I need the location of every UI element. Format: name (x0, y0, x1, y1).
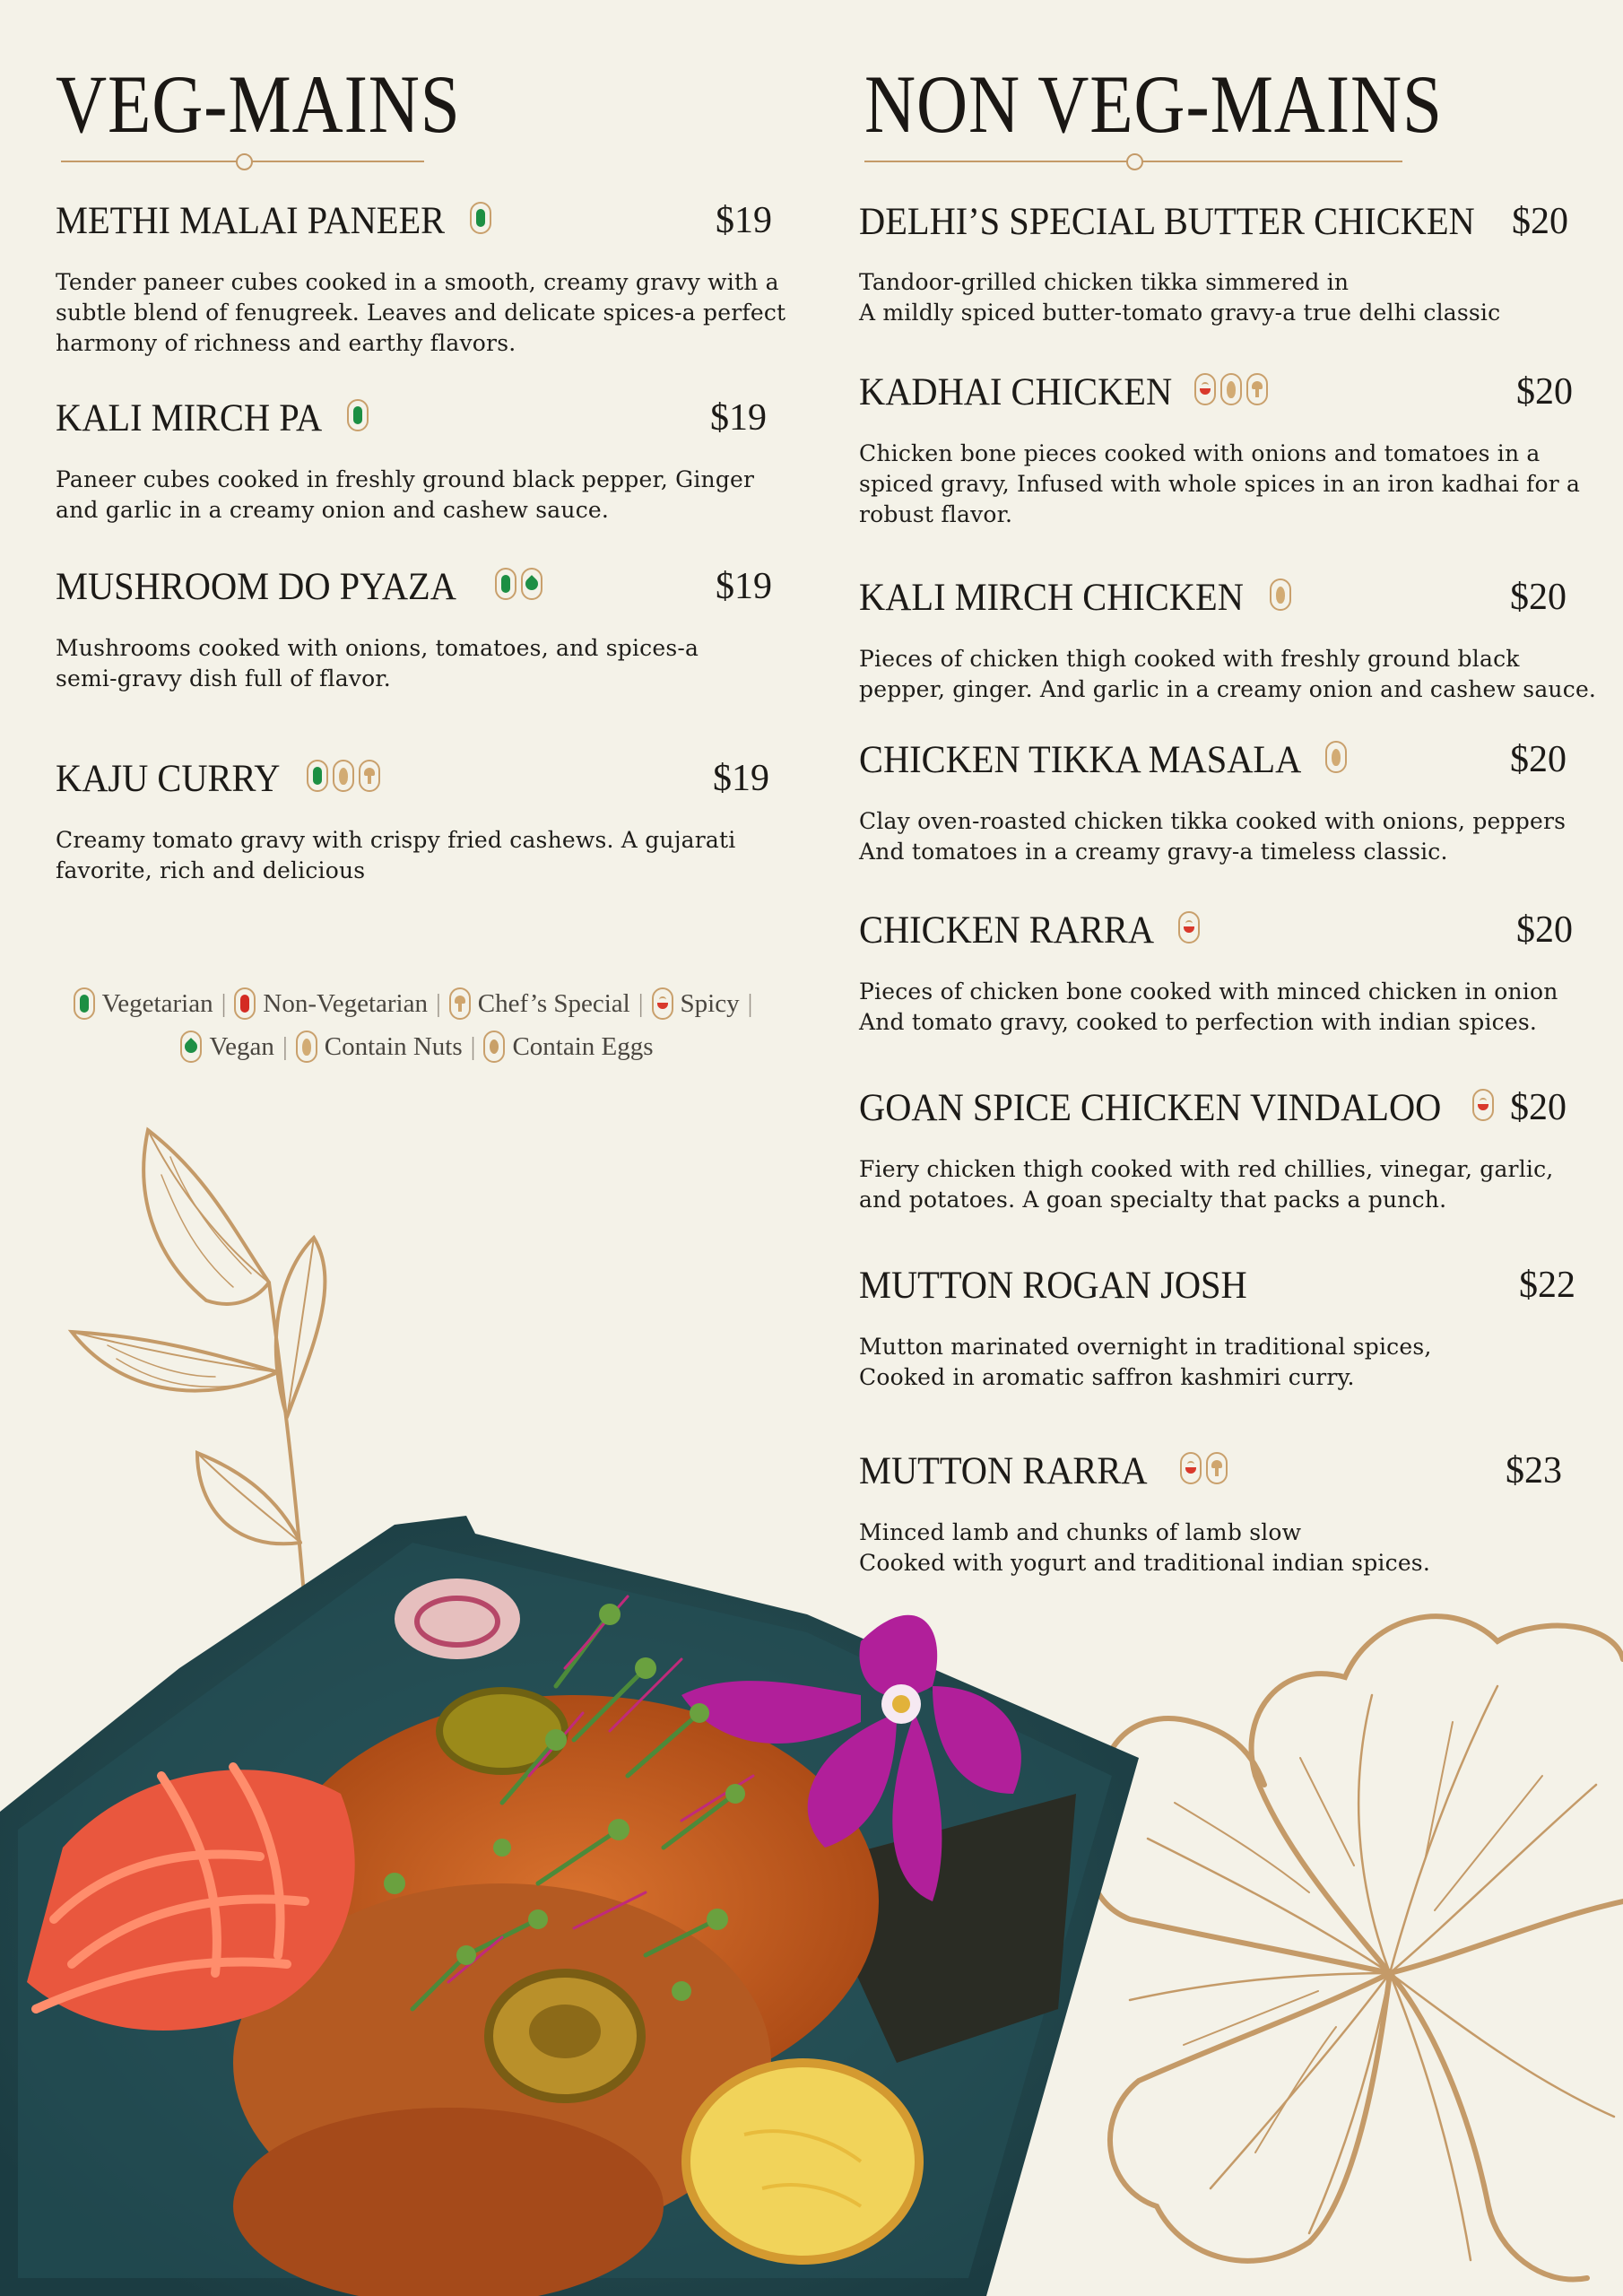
item-icons (470, 202, 491, 234)
item-icons (347, 399, 369, 431)
item-price: $20 (1512, 201, 1568, 242)
vegetarian-icon (470, 202, 491, 234)
item-name: CHICKEN TIKKA MASALA (859, 739, 1302, 781)
item-name: MUTTON ROGAN JOSH (859, 1265, 1247, 1307)
item-name: DELHI’S SPECIAL BUTTER CHICKEN (859, 201, 1475, 243)
food-plate-photo (0, 1507, 1148, 2296)
legend-spicy (652, 987, 740, 1020)
item-description: Chicken bone pieces cooked with onions and tomatoes in a spiced gravy, Infused with whole spices in an iron kadhai for a robust flavor. (859, 440, 1581, 527)
contain-nuts-icon (1325, 741, 1347, 773)
legend-separator: | (282, 1031, 288, 1061)
legend-separator: | (221, 988, 227, 1018)
legend-contain-nuts (296, 1031, 463, 1063)
non-veg-mains-title: NON VEG-MAINS (864, 58, 1443, 150)
legend-label: Contain Nuts (324, 1031, 463, 1061)
legend-separator: | (435, 988, 441, 1018)
item-price: $20 (1510, 739, 1567, 780)
vegan-icon (180, 1031, 202, 1063)
item-name: KAJU CURRY (56, 758, 281, 800)
item-icons (1472, 1089, 1494, 1121)
title-divider (864, 152, 1402, 170)
legend-separator: | (747, 988, 753, 1018)
item-icons (1194, 373, 1268, 405)
veg-mains-section (56, 0, 786, 1130)
legend-label: Contain Eggs (512, 1031, 654, 1061)
item-description: Pieces of chicken bone cooked with minced chicken in onion And tomato gravy, cooked to perfection with indian spices. (859, 978, 1558, 1035)
spicy-icon (1180, 1452, 1202, 1484)
spicy-icon (1472, 1089, 1494, 1121)
item-price: $19 (713, 758, 769, 799)
chefs-special-icon (359, 760, 380, 792)
item-icons (1270, 578, 1291, 611)
item-price: $19 (716, 566, 772, 607)
vegetarian-icon (74, 987, 95, 1020)
spicy-icon (652, 987, 673, 1020)
legend-row-1 (36, 982, 798, 1025)
item-icons (1180, 1452, 1228, 1484)
legend-row-2 (36, 1025, 798, 1068)
item-description: Clay oven-roasted chicken tikka cooked with onions, peppers And tomatoes in a creamy gravy-a timeless classic. (859, 808, 1567, 865)
item-description: Minced lamb and chunks of lamb slow Cooked with yogurt and traditional indian spices. (859, 1519, 1430, 1576)
item-price: $19 (710, 397, 767, 439)
legend-vegetarian (74, 987, 213, 1020)
legend-contain-eggs (483, 1031, 653, 1063)
item-icons (307, 760, 380, 792)
legend-separator: | (470, 1031, 476, 1061)
contain-nuts-icon (1270, 578, 1291, 611)
legend-label: Vegetarian (101, 988, 213, 1018)
item-description: Mushrooms cooked with onions, tomatoes, and spices-a semi-gravy dish full of flavor. (56, 635, 699, 691)
dietary-legend (36, 982, 798, 1068)
chefs-special-icon (1206, 1452, 1228, 1484)
item-description: Mutton marinated overnight in traditional spices, Cooked in aromatic saffron kashmiri curry. (859, 1334, 1432, 1390)
spicy-icon (1194, 373, 1216, 405)
legend-non-vegetarian (234, 987, 428, 1020)
item-price: $20 (1516, 371, 1573, 413)
contain-nuts-icon (333, 760, 354, 792)
vegetarian-icon (347, 399, 369, 431)
item-price: $19 (716, 200, 772, 241)
item-price: $20 (1510, 1087, 1567, 1128)
item-name: CHICKEN RARRA (859, 909, 1155, 952)
veg-mains-title: VEG-MAINS (56, 58, 461, 150)
item-icons (1178, 911, 1200, 944)
legend-chefs-special (449, 987, 630, 1020)
item-name: METHI MALAI PANEER (56, 200, 446, 242)
item-name: KADHAI CHICKEN (859, 371, 1173, 413)
item-price: $20 (1516, 909, 1573, 951)
non-veg-mains-section (859, 0, 1597, 1596)
item-description: Creamy tomato gravy with crispy fried cashews. A gujarati favorite, rich and delicious (56, 827, 736, 883)
item-price: $22 (1519, 1265, 1575, 1306)
flower-illustration (1076, 1578, 1623, 2296)
item-price: $23 (1506, 1450, 1562, 1492)
legend-label: Non-Vegetarian (263, 988, 428, 1018)
contain-nuts-icon (296, 1031, 317, 1063)
vegetarian-icon (307, 760, 328, 792)
title-divider (61, 152, 424, 170)
item-name: MUTTON RARRA (859, 1450, 1148, 1492)
chefs-special-icon (1246, 373, 1268, 405)
legend-separator: | (638, 988, 644, 1018)
item-description: Fiery chicken thigh cooked with red chillies, vinegar, garlic, and potatoes. A goan specialty that packs a punch. (859, 1156, 1554, 1213)
item-name: KALI MIRCH CHICKEN (859, 577, 1244, 619)
item-name: GOAN SPICE CHICKEN VINDALOO (859, 1087, 1442, 1129)
legend-label: Spicy (680, 988, 740, 1018)
legend-label: Vegan (209, 1031, 274, 1061)
vegetarian-icon (495, 568, 516, 600)
legend-label: Chef’s Special (477, 988, 630, 1018)
item-description: Paneer cubes cooked in freshly ground black pepper, Ginger and garlic in a creamy onion and cashew sauce. (56, 466, 755, 523)
item-description: Pieces of chicken thigh cooked with freshly ground black pepper, ginger. And garlic in a creamy onion and cashew sauce. (859, 646, 1597, 702)
item-icons (1325, 741, 1347, 773)
item-icons (495, 568, 542, 600)
item-name: KALI MIRCH PA (56, 397, 323, 439)
item-description: Tandoor-grilled chicken tikka simmered in A mildly spiced butter-tomato gravy-a true delhi classic (859, 269, 1501, 326)
item-name: MUSHROOM DO PYAZA (56, 566, 456, 608)
chefs-special-icon (449, 987, 471, 1020)
item-description: Tender paneer cubes cooked in a smooth, creamy gravy with a subtle blend of fenugreek. Leaves and delicate spices-a perfect harmony of richness and earthy flavors. (56, 269, 786, 356)
contain-eggs-icon (483, 1031, 505, 1063)
non-vegetarian-icon (234, 987, 256, 1020)
contain-nuts-icon (1220, 373, 1242, 405)
vegan-icon (521, 568, 542, 600)
legend-vegan (180, 1031, 273, 1063)
item-price: $20 (1510, 577, 1567, 618)
spicy-icon (1178, 911, 1200, 944)
